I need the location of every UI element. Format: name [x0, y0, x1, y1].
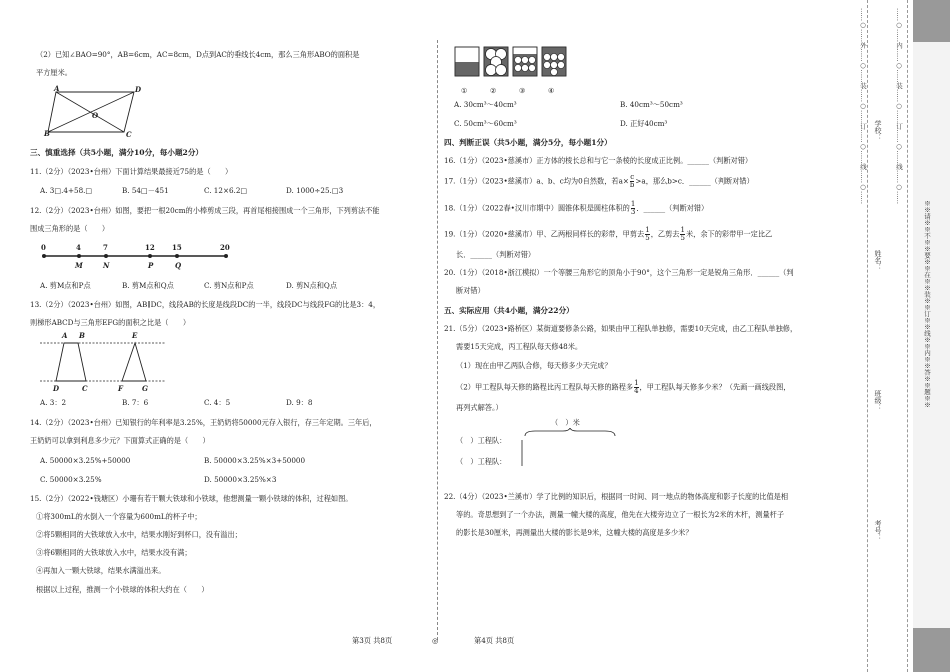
q12-option-c: C. 剪N点和P点 — [204, 281, 254, 290]
ruler-tick-7: 7 — [103, 243, 108, 252]
q11-stem: 11.（2分）（2023•台州）下面计算结果最接近75的是（ ） — [30, 167, 233, 176]
q20-line1: 20.（1分）（2018•浙江模拟）一个等腰三角形它的顶角小于90°，这个三角形一定是锐角三角形．______（判 — [444, 268, 794, 277]
q15-option-d: D. 正好40cm³ — [620, 119, 668, 128]
binding-field-class: 班级： — [874, 390, 882, 411]
q17: 17.（1分）（2023•慈溪市）a、b、c均为0自然数，若a× $\frac{c}{b}$ >a，那么b>c．______（判断对错） — [444, 173, 754, 189]
q21-brace-label: （ ）米 — [551, 418, 580, 427]
q13-line2: 则梯形ABCD与三角形EFG的面积之比是（ ） — [30, 318, 191, 327]
fig1-label-a: A — [54, 84, 60, 93]
q15-step-4: ④再加入一颗大铁球，结果水满溢出来。 — [36, 566, 166, 575]
q12-line1: 12.（2分）（2023•台州）如图，要把一根20cm的小棒剪成三段，再首尾相接围成一个三角形，下列剪法不能 — [30, 206, 380, 215]
q12-option-d: D. 剪N点和Q点 — [286, 281, 338, 290]
binding-cut-line-1 — [867, 0, 868, 672]
fig3-label-g: G — [142, 384, 148, 393]
binding-warning: ※※请※※不※※要※※在※※装※※订※※线※※内※※答※※题※※ — [923, 200, 931, 408]
q16: 16.（1分）（2023•慈溪市）正方体的棱长总和与它一条棱的长度成正比例。______（判断对错） — [444, 156, 753, 165]
q11-option-d: D. 1000÷25.□3 — [286, 186, 344, 195]
q15-step-3: ③将6颗相同的大铁球放入水中，结果水没有满； — [36, 548, 192, 557]
q14-line1: 14.（2分）（2023•台州）已知银行的年利率是3.25%，王奶奶将50000元存入银行，存三年定期。三年后， — [30, 418, 377, 427]
q11-option-a: A. 3□.4+58.□ — [40, 186, 93, 195]
q15-step-1: ①将300mL的水倒入一个容量为600mL的杯子中； — [36, 512, 202, 521]
ruler-point-q: Q — [175, 261, 182, 270]
ruler-point-n: N — [103, 261, 110, 270]
q21-sub1: （1）现在由甲乙两队合修，每天修多少天完成？ — [456, 361, 612, 370]
q21-team2: （ ）工程队： — [456, 457, 507, 466]
q21-team1: （ ）工程队： — [456, 436, 507, 445]
q15-step-2: ②将5颗相同的大铁球放入水中，结果水刚好到杯口，没有溢出； — [36, 530, 242, 539]
q21-segment-diagram — [515, 428, 625, 468]
q15-line1: 15.（2分）（2022•钱塘区）小珊有若干颗大铁球和小铁球，他想测量一颗小铁球的体积，过程如图。 — [30, 494, 353, 503]
ruler-tick-4: 4 — [76, 243, 81, 252]
q22-line3: 的影长是30厘米，再测量出大楼的影长是9米，这幢大楼的高度是多少米？ — [456, 528, 693, 537]
cup-label-4: ④ — [548, 86, 555, 95]
binding-top-bar — [913, 0, 950, 42]
fig3-label-c: C — [82, 384, 88, 393]
q13-line1: 13.（2分）（2023•台州）如图，AB∥DC，线段AB的长度是线段DC的一半，线段DC与线段FG的比是3：4， — [30, 300, 381, 309]
section4-title: 四、判断正误（共5小题，满分5分，每小题1分） — [444, 138, 612, 147]
q14-line2: 王奶奶可以拿到利息多少元？下面算式正确的是（ ） — [30, 436, 210, 445]
q15-last: 根据以上过程，推测一个小铁球的体积大约在（ ） — [36, 585, 209, 594]
fig3-label-e: E — [132, 331, 138, 340]
fig1-label-o: O — [92, 111, 99, 120]
cups-figure — [454, 46, 574, 86]
ruler-tick-12: 12 — [145, 243, 155, 252]
section3-title: 三、慎重选择（共5小题，满分10分，每小题2分） — [30, 148, 204, 157]
q13-option-b: B. 7：6 — [122, 398, 149, 407]
fig1-label-c: C — [126, 130, 132, 139]
q14-option-a: A. 50000×3.25%+50000 — [40, 456, 131, 465]
binding-field-number: 考号： — [874, 520, 882, 541]
q14-option-c: C. 50000×3.25% — [40, 475, 102, 484]
fig1-label-d: D — [135, 85, 142, 94]
section5-title: 五、实际应用（共4小题，满分22分） — [444, 306, 574, 315]
q22-line2: 等的。奇思想到了一个办法，测量一幢大楼的高度，他先在大楼旁边立了一根长为2米的木杆，测量杆子 — [456, 510, 785, 519]
q15-option-c: C. 50cm³～60cm³ — [454, 119, 517, 128]
ruler-tick-20: 20 — [220, 243, 230, 252]
q20-line2: 断对错） — [456, 286, 485, 295]
q13-option-a: A. 3：2 — [40, 398, 67, 407]
q15-option-b: B. 40cm³～50cm³ — [620, 100, 683, 109]
q11-option-b: B. 54□－451 — [122, 186, 169, 195]
ruler-figure — [38, 250, 238, 262]
q13-option-c: C. 4：5 — [204, 398, 231, 407]
q10b-line1: （2）已知∠BAO=90°，AB=6cm，AC=8cm，D点到AC的垂线长4cm，那么三角形ABO的面积是 — [36, 50, 360, 59]
fig3-label-a: A — [62, 331, 68, 340]
binding-inner-line: ……○……内……○……装……○……订……○……线……○…… — [895, 8, 903, 204]
footer-page-left: 第3页 共8页 — [352, 636, 393, 645]
q12-option-b: B. 剪M点和Q点 — [122, 281, 174, 290]
column-divider — [437, 40, 438, 640]
q11-option-c: C. 12×6.2□ — [204, 186, 248, 195]
fig3-label-d: D — [53, 384, 60, 393]
q14-option-b: B. 50000×3.25%×3+50000 — [204, 456, 306, 465]
q19-line2: 长．______（判断对错） — [456, 250, 536, 259]
ruler-point-m: M — [75, 261, 83, 270]
q12-line2: 围成三角形的是（ ） — [30, 224, 110, 233]
q18: 18.（1分）（2022春•汉川市期中）圆锥体积是圆柱体积的 $\frac{1}{3}$ ．______（判断对错） — [444, 200, 709, 216]
binding-cut-line-2 — [907, 0, 908, 672]
binding-sidebar — [857, 0, 950, 672]
binding-field-name: 姓名： — [874, 250, 882, 271]
binding-field-school: 学校： — [874, 120, 882, 141]
cup-label-3: ③ — [519, 86, 526, 95]
ruler-tick-15: 15 — [172, 243, 182, 252]
q21-sub2-line2: 再列式解答。） — [456, 403, 503, 412]
fig3-label-b: B — [79, 331, 85, 340]
trapezoid-triangle-figure — [40, 334, 170, 386]
q14-option-d: D. 50000×3.25%×3 — [204, 475, 277, 484]
cup-label-1: ① — [461, 86, 468, 95]
q22-line1: 22.（4分）（2023•兰溪市）学了比例的知识后，根据同一时间、同一地点的物体高度和影子长度的比值是相 — [444, 492, 789, 501]
binding-outer-line: ……○……外……○……装……○……订……○……线……○…… — [859, 8, 867, 204]
fig1-label-b: B — [44, 129, 50, 138]
ruler-point-p: P — [148, 261, 154, 270]
q15-option-a: A. 30cm³～40cm³ — [454, 100, 517, 109]
q21-line1: 21.（5分）（2023•路桥区）某街道要修条公路，如果由甲工程队单独修，需要10天完成，由乙工程队单独修， — [444, 324, 798, 333]
q12-option-a: A. 剪M点和P点 — [40, 281, 91, 290]
footer-mid-mark: ◎ — [432, 636, 439, 645]
q21-sub2: （2）甲工程队每天修的路程比丙工程队每天修的路程多 $\frac{1}{4}$ ，甲工程队每天修多少米？（先画一画线段图， — [456, 379, 791, 395]
fig3-label-f: F — [118, 384, 123, 393]
cup-label-2: ② — [490, 86, 497, 95]
footer-page-right: 第4页 共8页 — [474, 636, 515, 645]
q19-line1: 19.（1分）（2020•慈溪市）甲、乙两根同样长的彩带，甲剪去 $\frac{1}{5}$ ，乙剪去 $\frac{1}{5}$ 米，余下的彩带甲一定比乙 — [444, 226, 773, 242]
q13-option-d: D. 9：8 — [286, 398, 313, 407]
binding-bottom-bar — [913, 628, 950, 672]
q10b-line2: 平方厘米。 — [36, 68, 72, 77]
ruler-tick-0: 0 — [41, 243, 46, 252]
q21-line2: 需要15天完成，丙工程队每天修48米。 — [456, 342, 583, 351]
